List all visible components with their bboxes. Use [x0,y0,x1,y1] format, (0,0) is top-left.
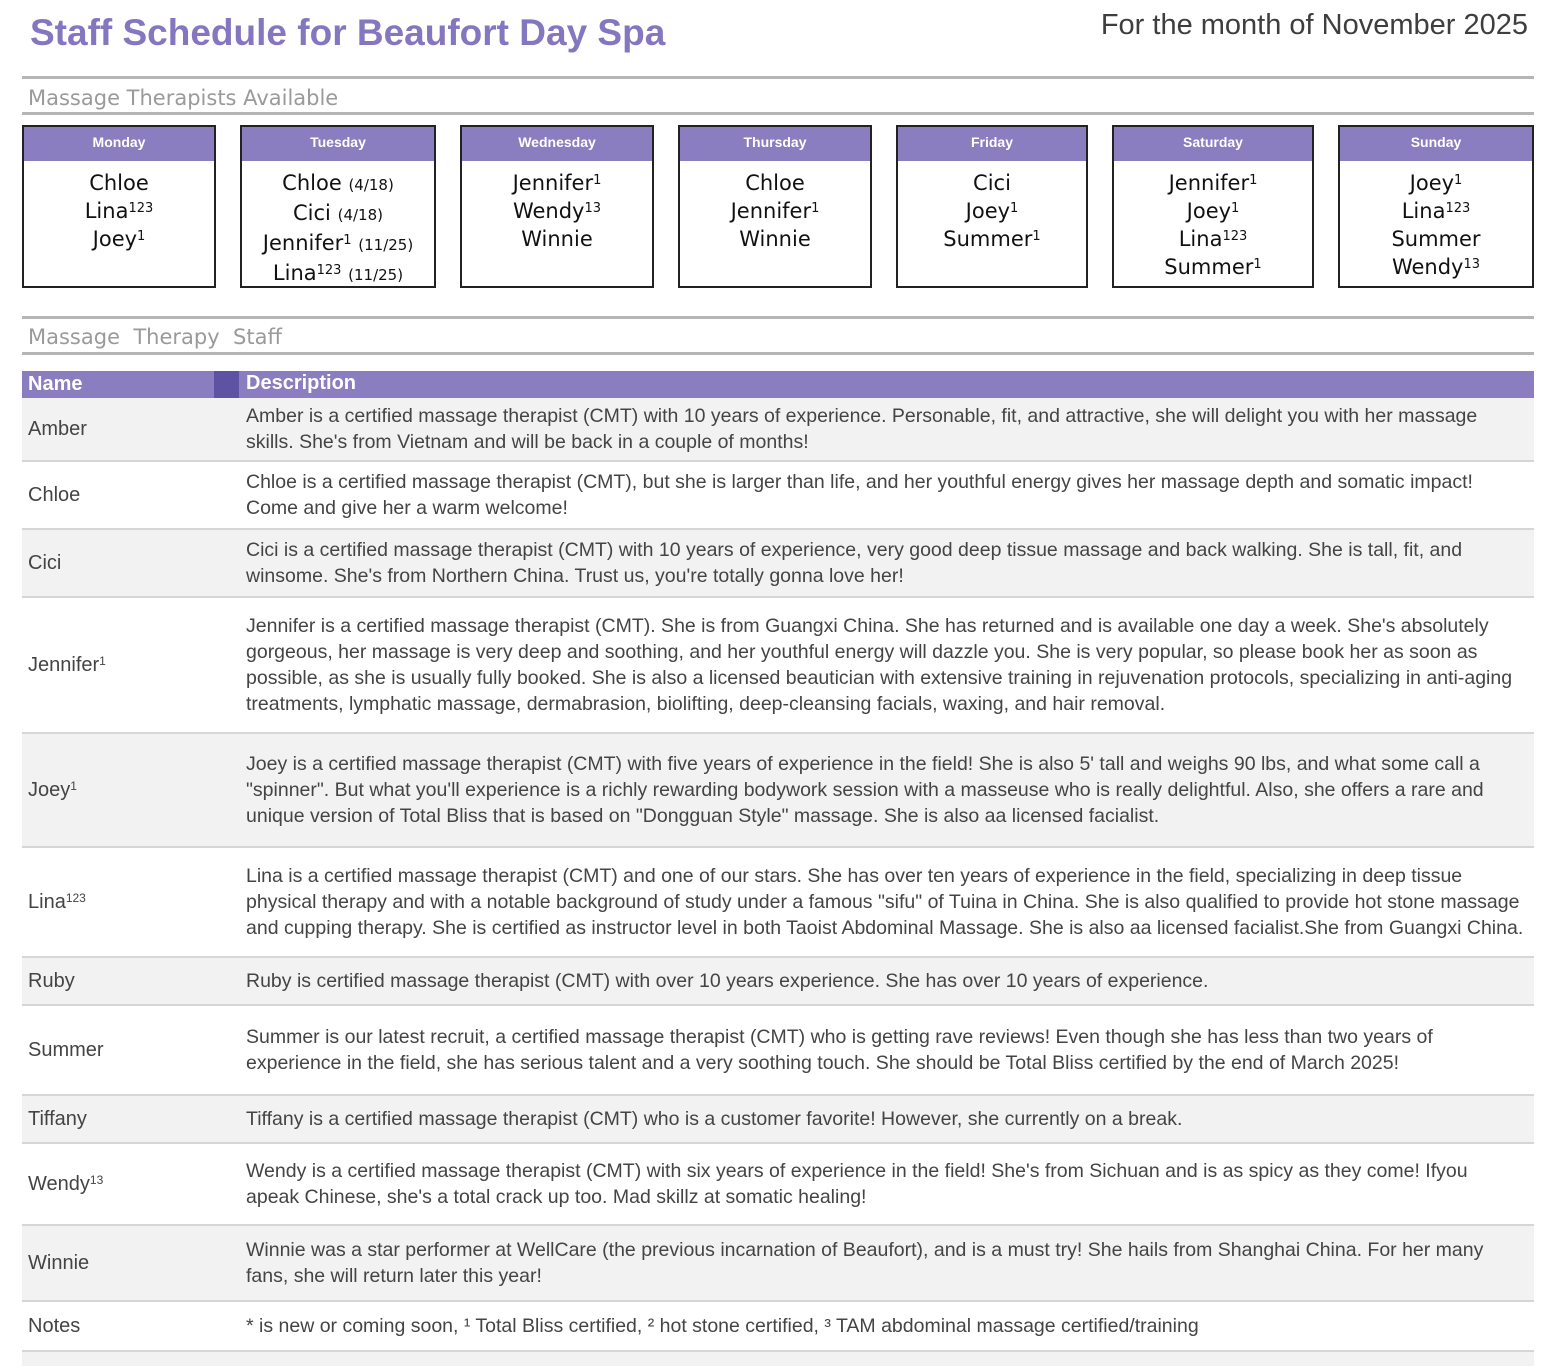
certification-superscript: 123 [65,890,86,905]
day-header: Friday [898,127,1086,161]
certification-superscript: 1 [1249,173,1258,188]
table-row [22,1302,1534,1352]
staff-name: Lina [1401,199,1446,223]
staff-description: Tiffany is a certified massage therapist (CMT) who is a customer favorite! However, she currently on a break. [246,1108,1183,1130]
staff-description: Joey is a certified massage therapist (CMT) with five years of experience in the field! She is also 5' tall and weighs 90 lbs, and what some call a "spinner". But what you'll experience is a richly rewarding bodywork session with a masseuse who is really delightful. Also, she offers a rare and unique version of Total Bliss that is based on "Dongguan Style" massage. She is also aa licensed facialist. [246,753,1484,827]
day-staff-list [24,161,214,253]
certification-superscript: 1 [593,173,602,188]
divider [22,352,1534,355]
staff-entry [24,197,214,225]
staff-name: Wendy [512,199,585,223]
table-row [22,958,1534,1006]
staff-name: Summer [1391,227,1481,251]
staff-section-label: Massage Therapy Staff [28,325,282,349]
staff-name: Joey [1186,199,1232,223]
day-staff-list [898,161,1086,253]
day-staff-list [242,161,434,289]
certification-superscript: 1 [137,229,146,244]
table-row [22,398,1534,462]
certification-superscript: 13 [584,201,602,216]
day-header: Thursday [680,127,870,161]
certification-superscript: 1 [99,653,106,668]
certification-superscript: 13 [1463,257,1481,272]
staff-name: Jennifer [1168,171,1250,195]
staff-name: Chloe [282,171,342,195]
staff-description: Winnie was a star performer at WellCare (the previous incarnation of Beaufort), and is a must try! She hails from Shanghai China. For her many fans, she will return later this year! [246,1239,1484,1287]
day-staff-list [1114,161,1312,281]
staff-name-cell [22,484,246,507]
certification-superscript: 13 [89,1172,104,1187]
staff-description: Ruby is certified massage therapist (CMT) with over 10 years experience. She has over 10 years of experience. [246,970,1209,992]
staff-name: Notes [28,1314,81,1337]
table-row [22,1226,1534,1302]
table-body [22,398,1534,1366]
start-date-note: (4/18) [348,176,394,194]
day-header: Sunday [1340,127,1532,161]
staff-name: Tiffany [28,1107,87,1130]
day-card-tuesday [240,125,436,288]
staff-name-cell [22,779,246,802]
month-label: For the month of November 2025 [1100,9,1528,41]
day-header: Tuesday [242,127,434,161]
staff-name: Jennifer [512,171,594,195]
staff-entry [242,169,434,199]
staff-entry [1340,197,1532,225]
staff-name-cell [22,1252,246,1275]
table-row [22,1096,1534,1144]
day-header: Monday [24,127,214,161]
staff-table [22,371,1534,1366]
table-row [22,848,1534,958]
staff-name: Joey [28,778,71,801]
staff-entry [462,169,652,197]
staff-name: Winnie [521,227,593,251]
page-title: Staff Schedule for Beaufort Day Spa [30,12,666,53]
certification-superscript: 123 [316,263,342,278]
staff-name-cell [22,1173,246,1196]
staff-name-cell [22,552,246,575]
staff-name: Lina [272,261,317,285]
staff-description: Cici is a certified massage therapist (CMT) with 10 years of experience, very good deep tissue massage and back walking. She is tall, fit, and winsome. She's from Northern China. Trust us, you're totally gonna love her! [246,539,1463,587]
day-card-saturday [1112,125,1314,288]
staff-name: Summer [28,1038,104,1061]
staff-description: Lina is a certified massage therapist (CMT) and one of our stars. She has over ten years of experience in the field, specializing in deep tissue physical therapy and with a notable background of study under a famous "sifu" of Tuina in China. She is also qualified to provide hot stone massage and cupping therapy. She is certified as instructor level in both Taoist Abdominal Massage. She is also aa licensed facialist.She from Guangxi China. [246,865,1524,939]
staff-description: * is new or coming soon, ¹ Total Bliss certified, ² hot stone certified, ³ TAM abdominal massage certified/training [246,1315,1199,1337]
day-staff-list [680,161,870,253]
certification-superscript: 1 [1253,257,1262,272]
certification-superscript: 1 [1231,201,1240,216]
staff-entry [1114,169,1312,197]
staff-name: Amber [28,417,87,440]
staff-entry [1114,253,1312,281]
staff-entry [242,229,434,259]
staff-entry [242,199,434,229]
day-header: Wednesday [462,127,652,161]
certification-superscript: 1 [1010,201,1019,216]
staff-entry [1340,225,1532,253]
day-header: Saturday [1114,127,1312,161]
start-date-note: (11/25) [348,266,404,284]
table-row [22,598,1534,734]
staff-entry [1114,225,1312,253]
staff-description: Chloe is a certified massage therapist (CMT), but she is larger than life, and her youthful energy gives her massage depth and somatic impact! Come and give her a warm welcome! [246,471,1473,519]
day-card-wednesday [460,125,654,288]
staff-name: Jennifer [28,653,100,676]
staff-description: Wendy is a certified massage therapist (CMT) with six years of experience in the field! She's from Sichuan and is as spicy as they come! Ifyou apeak Chinese, she's a total crack up too. Mad skillz at somatic healing! [246,1160,1468,1208]
certification-superscript: 1 [811,201,820,216]
staff-entry [24,169,214,197]
certification-superscript: 123 [1222,229,1248,244]
staff-entry [462,225,652,253]
staff-entry [1340,169,1532,197]
certification-superscript: 123 [1445,201,1471,216]
column-header-name: Name [28,373,83,395]
table-row [22,1006,1534,1096]
staff-name: Cici [973,171,1011,195]
staff-name: Cici [293,201,331,225]
divider [22,112,1534,115]
staff-name: Lina [1178,227,1223,251]
staff-name: Lina [84,199,129,223]
staff-name: Winnie [739,227,811,251]
staff-name: Chloe [89,171,149,195]
availability-section-label: Massage Therapists Available [28,86,339,110]
day-card-sunday [1338,125,1534,288]
staff-name: Summer [943,227,1033,251]
staff-name: Cici [28,551,62,574]
certification-superscript: 123 [128,201,154,216]
staff-name-cell [22,418,246,441]
staff-name-cell [22,654,246,677]
day-staff-list [1340,161,1532,281]
staff-entry [242,259,434,289]
staff-name-cell [22,1315,246,1338]
staff-name: Chloe [745,171,805,195]
staff-name: Jennifer [262,231,344,255]
divider [22,76,1534,79]
column-header-description: Description [246,372,357,394]
day-card-monday [22,125,216,288]
day-card-thursday [678,125,872,288]
staff-name: Ruby [28,969,75,992]
staff-name: Jennifer [730,199,812,223]
staff-name: Wendy [1391,255,1464,279]
staff-name: Joey [1409,171,1455,195]
staff-name-cell [22,1039,246,1062]
staff-name-cell [22,891,246,914]
start-date-note: (11/25) [358,236,414,254]
staff-name: Joey [92,227,138,251]
start-date-note: (4/18) [337,206,383,224]
staff-name-cell [22,970,246,993]
staff-entry [898,169,1086,197]
staff-name-cell [22,1108,246,1131]
staff-entry [462,197,652,225]
staff-name: Joey [965,199,1011,223]
certification-superscript: 1 [343,233,352,248]
staff-entry [1340,253,1532,281]
day-card-friday [896,125,1088,288]
table-row-empty [22,1352,1534,1366]
staff-description: Amber is a certified massage therapist (CMT) with 10 years of experience. Personable, fit, and attractive, she will delight you with her massage skills. She's from Vietnam and will be back in a couple of months! [246,405,1478,453]
staff-description: Jennifer is a certified massage therapist (CMT). She is from Guangxi China. She has returned and is available one day a week. She's absolutely gorgeous, her massage is very deep and soothing, and her youthful energy will dazzle you. She is very popular, so please book her as soon as possible, as she is usually fully booked. She is also a licensed beautician with extensive training in rejuvenation protocols, specializing in anti-aging treatments, lymphatic massage, dermabrasion, biolifting, deep-cleansing facials, waxing, and hair removal. [246,615,1513,715]
staff-entry [680,197,870,225]
table-row [22,734,1534,848]
staff-name: Lina [28,890,66,913]
staff-name: Chloe [28,483,81,506]
table-row [22,462,1534,530]
table-header [22,371,1534,398]
staff-entry [1114,197,1312,225]
staff-entry [898,197,1086,225]
table-row [22,1144,1534,1226]
staff-entry [680,225,870,253]
staff-entry [680,169,870,197]
certification-superscript: 1 [70,778,77,793]
header-accent [214,371,239,398]
staff-description: Summer is our latest recruit, a certified massage therapist (CMT) who is getting rave reviews! Even though she has less than two years of experience in the field, she has serious talent and a very soothing touch. She should be Total Bliss certified by the end of March 2025! [246,1026,1433,1074]
day-staff-list [462,161,652,253]
staff-entry [898,225,1086,253]
staff-name: Winnie [28,1251,90,1274]
table-row [22,530,1534,598]
certification-superscript: 1 [1032,229,1041,244]
staff-name: Wendy [28,1172,90,1195]
certification-superscript: 1 [1454,173,1463,188]
divider [22,316,1534,319]
staff-name: Summer [1164,255,1254,279]
staff-entry [24,225,214,253]
